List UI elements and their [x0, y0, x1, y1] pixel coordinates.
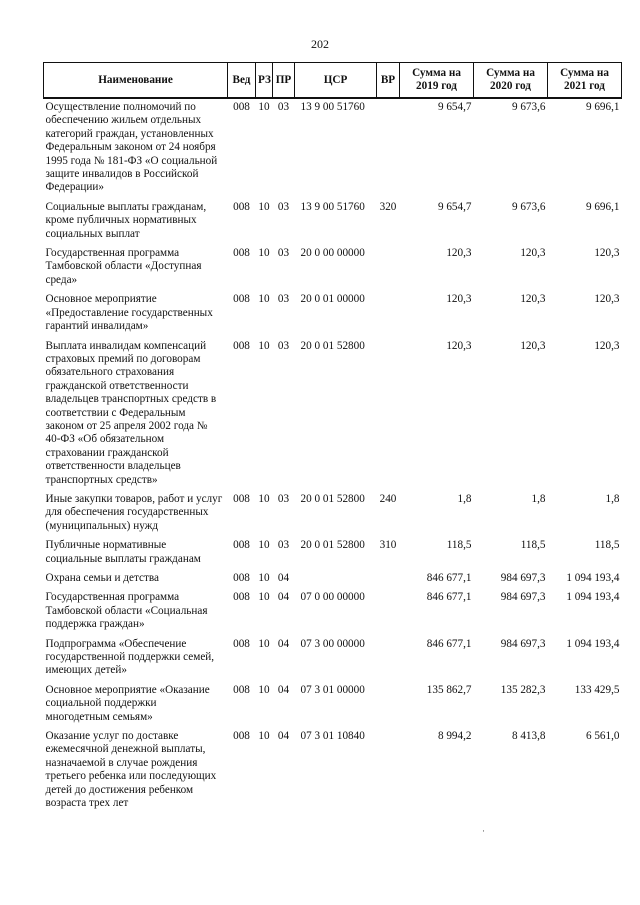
table-body: [44, 98, 622, 817]
row-sum-2019: 9 654,7: [437, 101, 472, 113]
row-rz: 10: [258, 492, 270, 505]
row-name: Оказание услуг по доставке ежемесячной денежной выплаты, назначаемой в случае рождения третьего ребенка или последующих детей до достижения ребенком возраста трех лет: [45, 730, 217, 810]
header-sum-2019: Сумма на 2019 год: [400, 63, 474, 99]
row-pr: 04: [277, 683, 290, 696]
row-rz: 10: [258, 200, 270, 213]
header-pr: ПР: [273, 63, 295, 99]
row-sum-2020: 984 697,3: [500, 572, 546, 584]
row-pr: 04: [277, 572, 290, 584]
table-row: [44, 340, 622, 493]
row-ved: 008: [233, 637, 250, 650]
row-sum-2019: 120,3: [446, 247, 472, 260]
row-sum-2021: 1 094 193,4: [566, 572, 620, 584]
row-csr: 13 9 00 51760: [300, 101, 365, 113]
page-number: 202: [311, 37, 329, 51]
row-sum-2019: 846 677,1: [426, 637, 472, 650]
row-name: Публичные нормативные социальные выплаты гражданам: [45, 539, 201, 565]
row-sum-2020: 120,3: [520, 339, 546, 352]
row-ved: 008: [233, 591, 250, 604]
row-vr: 310: [379, 539, 397, 552]
row-rz: 10: [258, 339, 270, 352]
row-sum-2020: 120,3: [520, 247, 546, 260]
table-row: [44, 684, 622, 730]
row-sum-2019: 118,5: [446, 539, 472, 552]
row-pr: 04: [277, 591, 290, 604]
row-csr: 13 9 00 51760: [300, 200, 365, 213]
row-sum-2019: 1,8: [457, 492, 472, 505]
row-vr: [377, 340, 400, 493]
row-sum-2020: 984 697,3: [500, 637, 546, 650]
table-row: [44, 201, 622, 247]
row-vr: [377, 730, 400, 816]
row-sum-2020: 8 413,8: [511, 730, 546, 743]
row-csr: 07 3 00 00000: [300, 637, 365, 650]
row-csr: 20 0 01 52800: [300, 539, 365, 552]
row-csr: 20 0 01 52800: [300, 492, 365, 505]
row-sum-2021: 120,3: [594, 339, 620, 352]
row-ved: 008: [233, 339, 250, 352]
row-ved: 008: [233, 293, 250, 306]
header-name: Наименование: [44, 63, 228, 99]
row-pr: 03: [277, 539, 290, 552]
row-rz: 10: [258, 591, 270, 604]
row-sum-2020: 1,8: [531, 492, 546, 505]
row-rz: 10: [258, 572, 270, 584]
row-pr: 03: [277, 492, 290, 505]
header-sum-2020: Сумма на 2020 год: [474, 63, 548, 99]
table-row: [44, 539, 622, 572]
row-vr: [377, 247, 400, 293]
table-row: [44, 247, 622, 293]
row-sum-2020: 9 673,6: [511, 200, 546, 213]
row-sum-2021: 120,3: [594, 247, 620, 260]
row-name: Выплата инвалидам компенсаций страховых премий по договорам обязательного страхования гражданской ответственности владельцев транспортных средств в соответствии с Федеральным законом от 25 апреля 2002 года № 40-ФЗ «Об обязательном страховании гражданской ответственности владельцев транспортных средств»: [45, 339, 217, 486]
row-pr: 03: [277, 247, 290, 260]
row-sum-2021: 1 094 193,4: [566, 591, 620, 604]
table-row: [44, 591, 622, 637]
row-ved: 008: [233, 683, 250, 696]
row-ved: 008: [233, 247, 250, 260]
row-rz: 10: [258, 293, 270, 306]
row-pr: 04: [277, 730, 290, 743]
row-sum-2019: 9 654,7: [437, 200, 472, 213]
row-ved: 008: [233, 200, 250, 213]
row-vr: 240: [379, 492, 397, 505]
row-vr: [377, 684, 400, 730]
row-ved: 008: [233, 539, 250, 552]
row-sum-2021: 9 696,1: [585, 101, 620, 113]
table-row: [44, 638, 622, 684]
row-name: Социальные выплаты гражданам, кроме публичных нормативных социальных выплат: [45, 200, 207, 240]
row-csr: 20 0 00 00000: [300, 247, 365, 260]
table-row: [44, 293, 622, 339]
row-sum-2019: 120,3: [446, 293, 472, 306]
row-sum-2021: 6 561,0: [585, 730, 620, 743]
row-csr: 07 3 01 00000: [300, 683, 365, 696]
table-header: [44, 63, 622, 99]
row-pr: 03: [277, 293, 290, 306]
row-csr: 20 0 01 52800: [300, 339, 365, 352]
row-ved: 008: [233, 492, 250, 505]
row-sum-2020: 118,5: [520, 539, 546, 552]
row-pr: 03: [277, 200, 290, 213]
row-ved: 008: [233, 730, 250, 743]
row-csr: [295, 572, 377, 591]
row-rz: 10: [258, 247, 270, 260]
row-sum-2019: 120,3: [446, 339, 472, 352]
row-vr: [377, 293, 400, 339]
row-sum-2020: 120,3: [520, 293, 546, 306]
row-sum-2021: 118,5: [594, 539, 620, 552]
row-name: Охрана семьи и детства: [45, 572, 159, 584]
table-row: [44, 493, 622, 539]
row-name: Осуществление полномочий по обеспечению жильем отдельных категорий граждан, установленных Федеральным законом от 24 ноября 1995 года № 181-ФЗ «О социальной защите инвалидов в Российской Федерации»: [45, 101, 218, 194]
row-sum-2020: 135 282,3: [500, 683, 546, 696]
row-vr: 320: [379, 200, 397, 213]
row-name: Подпрограмма «Обеспечение государственной поддержки семей, имеющих детей»: [45, 637, 215, 677]
row-vr: [377, 572, 400, 591]
row-sum-2021: 120,3: [594, 293, 620, 306]
header-ved: Вед: [228, 63, 256, 99]
budget-table: [43, 62, 622, 817]
row-vr: [377, 591, 400, 637]
row-ved: 008: [233, 572, 250, 584]
row-pr: 03: [277, 101, 290, 113]
header-sum-2021: Сумма на 2021 год: [548, 63, 622, 99]
row-rz: 10: [258, 730, 270, 743]
row-name: Государственная программа Тамбовской области «Доступная среда»: [45, 247, 202, 286]
row-pr: 03: [277, 339, 290, 352]
row-sum-2021: 9 696,1: [585, 200, 620, 213]
row-rz: 10: [258, 683, 270, 696]
header-vr: ВР: [377, 63, 400, 99]
table-row: [44, 730, 622, 816]
row-name: Основное мероприятие «Оказание социальной поддержки многодетным семьям»: [45, 683, 210, 723]
row-name: Иные закупки товаров, работ и услуг для обеспечения государственных (муниципальных) нужд: [45, 492, 223, 532]
row-sum-2019: 846 677,1: [426, 591, 472, 604]
row-csr: 07 3 01 10840: [300, 730, 365, 743]
row-rz: 10: [258, 637, 270, 650]
row-sum-2021: 133 429,5: [574, 683, 620, 696]
header-csr: ЦСР: [295, 63, 377, 99]
row-sum-2019: 8 994,2: [437, 730, 472, 743]
row-sum-2020: 984 697,3: [500, 591, 546, 604]
row-sum-2019: 135 862,7: [426, 683, 472, 696]
row-csr: 07 0 00 00000: [300, 591, 365, 604]
row-sum-2021: 1,8: [605, 492, 620, 505]
margin-mark: ·: [482, 826, 485, 836]
row-ved: 008: [233, 101, 250, 113]
row-rz: 10: [258, 101, 270, 113]
table-row: [44, 98, 622, 201]
row-vr: [377, 638, 400, 684]
header-rz: РЗ: [256, 63, 273, 99]
row-sum-2021: 1 094 193,4: [566, 637, 620, 650]
row-pr: 04: [277, 637, 290, 650]
row-sum-2019: 846 677,1: [426, 572, 472, 584]
table-row: [44, 572, 622, 591]
row-name: Государственная программа Тамбовской области «Социальная поддержка граждан»: [45, 591, 208, 631]
row-rz: 10: [258, 539, 270, 552]
row-sum-2020: 9 673,6: [511, 101, 546, 113]
row-csr: 20 0 01 00000: [300, 293, 365, 306]
row-vr: [377, 98, 400, 201]
row-name: Основное мероприятие «Предоставление государственных гарантий инвалидам»: [45, 293, 213, 333]
